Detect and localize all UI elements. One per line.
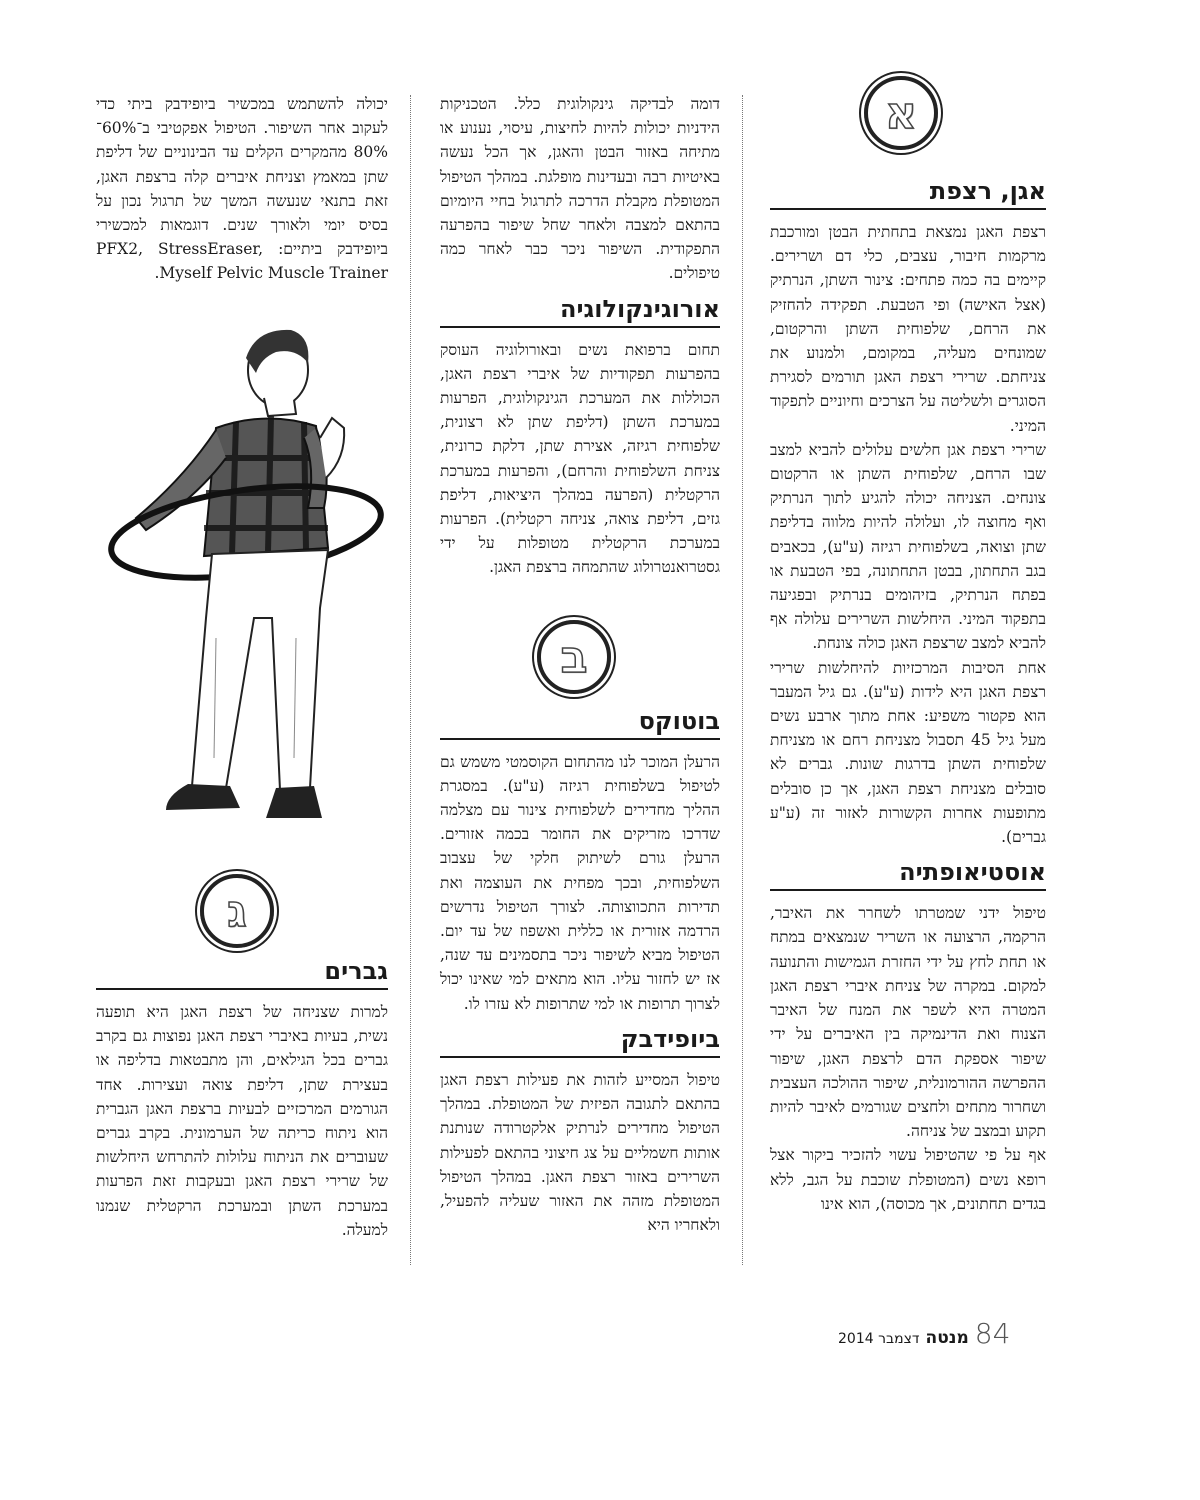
section-title-biofeedback: ביופידבק (440, 1024, 720, 1058)
paragraph: למרות שצניחה של רצפת האגן היא תופעה נשית, בעיות באיברי רצפת האגן נפוצות גם בקרב גברים בכל הגילאים, והן מתבטאות בדליפה או בעצירת שתן, דליפת צואה ועצירות. אחד הגורמים המרכזיים לבעיות ברצפת האגן הגברית הוא ניתוח כריתה של הערמונית. בקרב גברים שעוברים את הניתוח עלולות להתרחש היחלשות של שרירי רצפת האגן ובעקבות זאת הפרעות במערכת השתן ובמערכת הרקטלית שנמנו למעלה. (96, 1003, 388, 1239)
magazine-name: מנטה (925, 1328, 969, 1348)
section-title-men: גברים (96, 956, 388, 990)
paragraph: אף על פי שהטיפול עשוי להזכיר ביקור אצל רופא נשים (המטופלת שוכבת על הגב, ללא בגדים תחתונים, אך מכוסה), הוא אינו (770, 1146, 1046, 1213)
paragraph: דומה לבדיקה גינקולוגית כלל. הטכניקות הידניות יכולות להיות לחיצות, עיסוי, נענוע או מתיחה באזור הבטן והאגן, אך הכל נעשה באיטיות רבה ובעדינות מופלגת. במהלך הטיפול המטופלת מקבלת הדרכה לתרגול בחיי היומיום בהתאם למצבה ולאחר שחל שיפור בהפרעה התפקודית. השיפור ניכר כבר לאחר כמה טיפולים. (440, 95, 720, 283)
column-left-bottom (96, 948, 388, 1242)
section-title-botox: בוטוקס (440, 706, 720, 740)
column-divider (410, 95, 411, 1265)
column-left (96, 92, 388, 286)
paragraph: טיפול ידני שמטרתו לשחרר את האיבר, הרקמה, הרצועה או השריר שנמצאים במתח או תחת לחץ על ידי החזרת הגמישות והתנועה למקום. במקרה של צניחת איברי רצפת האגן המטרה היא לשפר את המנח של האיבר הצנוח ואת הדינמיקה בין האיברים על ידי שיפור אספקת הדם לרצפת האגן, שיפור ההפרשה ההורמונלית, שיפור ההולכה העצבית ושחרור מתחים ולחצים שגורמים לאיבר להיות תקוע ובמצב של צניחה. (770, 904, 1046, 1141)
section-badge-alef: א (864, 76, 938, 150)
paragraph: רצפת האגן נמצאת בתחתית הבטן ומורכבת מרקמות חיבור, עצבים, כלי דם ושרירים. קיימים בה כמה פתחים: צינור השתן, הנרתיק (אצל האישה) ופי הטבעת. תפקידה להחזיק את הרחם, שלפוחית השתן והרקטום, שמונחים מעליה, במקומם, ולמנוע את צניחתם. שרירי רצפת האגן תורמים לסגירת הסוגרים ולשליטה על הצרכים וחיוניים לתפקוד המיני. (770, 223, 1046, 435)
page-number: 84 (974, 1317, 1011, 1350)
section-title-urogynecology: אורוגינקולוגיה (440, 294, 720, 328)
issue-date: דצמבר 2014 (838, 1331, 920, 1347)
section-title-osteopathy: אוסטיאופתיה (770, 857, 1046, 891)
man-hula-hoop-illustration (96, 318, 396, 838)
section-badge-gimel: ג (200, 874, 274, 948)
column-right (770, 168, 1046, 1216)
paragraph: שרירי רצפת אגן חלשים עלולים להביא למצב שבו הרחם, שלפוחית השתן או הרקטום צונחים. הצניחה יכולה להגיע לתוך הנרתיק ואף מחוצה לו, ועלולה להיות מלווה בדליפת שתן וצואה, בשלפוחית רגיזה (ע"ע), בכאבים בגב התחתון, בבטן התחתונה, בפי הטבעת או בפתח הנרתיק, בזיהומים בנרתיק ובפגיעה בתפקוד המיני. היחלשות השרירים עלולה אף להביא למצב שרצפת האגן כולה צונחת. (770, 440, 1046, 653)
paragraph: טיפול המסייע לזהות את פעילות רצפת האגן בהתאם לתגובה הפיזית של המטופלת. במהלך הטיפול מחדירים לנרתיק אלקטרודה שנותנת אותות חשמליים על צג חיצוני בהתאם לפעילות השרירים באזור רצפת האגן. במהלך הטיפול המטופלת מזהה את האזור שעליה להפעיל, ולאחריו היא (440, 1070, 720, 1235)
column-divider (742, 95, 743, 1265)
paragraph: הרעלן המוכר לנו מהתחום הקוסמטי משמש גם לטיפול בשלפוחית רגיזה (ע"ע). במסגרת ההליך מחדירים לשלפוחית צינור עם מצלמה שדרכו מזריקים את החומר בכמה אזורים. הרעלן גורם לשיתוק חלקי של עצבוב השלפוחית, ובכך מפחית את העוצמה ואת תדירות התכווצותה. לצורך הטיפול נדרשים הרדמה אזורית או כללית ואשפוז של עד יום. הטיפול מביא לשיפור ניכר בתסמינים עד שנה, אז יש לחזור עליו. הוא מתאים למי שאינו יכול לצרוך תרופות או למי שתרופות לא עזרו לו. (440, 752, 720, 1013)
paragraph: תחום ברפואת נשים ובאורולוגיה העוסק בהפרעות תפקודיות של איברי רצפת האגן, הכוללות את המערכת הגינקולוגית, הפרעות במערכת השתן (דליפת שתן לא רצונית, שלפוחית רגיזה, אצירת שתן, דלקת כרונית, צניחת השלפוחית והרחם), והפרעות במערכת הרקטלית (הפרעה במהלך היציאות, דליפת גזים, דליפת צואה, צניחה רקטלית). הפרעות במערכת הרקטלית מטופלות על ידי גסטרואנטרולוג שהתמחה ברצפת האגן. (440, 340, 720, 577)
paragraph: יכולה להשתמש במכשיר ביופידבק ביתי כדי לעקוב אחר השיפור. הטיפול אפקטיבי ב־60%־80% מהמקרים הקלים עד הבינוניים של דליפת שתן במאמץ וצניחת איברים קלה ברצפת האגן, זאת בתנאי שנעשה המשך של תרגול נכון על בסיס יומי ולאורך שנים. דוגמאות למכשירי ביופידבק ביתיים: PFX2, StressEraser, Myself Pelvic Muscle Trainer. (96, 95, 388, 283)
paragraph: אחת הסיבות המרכזיות להיחלשות שרירי רצפת האגן היא לידות (ע"ע). גם גיל המעבר הוא פקטור משפיע: אחת מתוך ארבע נשים מעל גיל 45 תסבול מצניחת רחם או מצניחת שלפוחית השתן בדרגות שונות. גברים לא סובלים מצניחת רצפת האגן, אך כן סובלים מתופעות אחרות הקשורות לאזור זה (ע"ע גברים). (770, 658, 1046, 847)
section-badge-bet: ב (537, 620, 611, 694)
section-title-pelvic-floor: אגן, רצפת (770, 176, 1046, 210)
page-footer (838, 1317, 1010, 1350)
